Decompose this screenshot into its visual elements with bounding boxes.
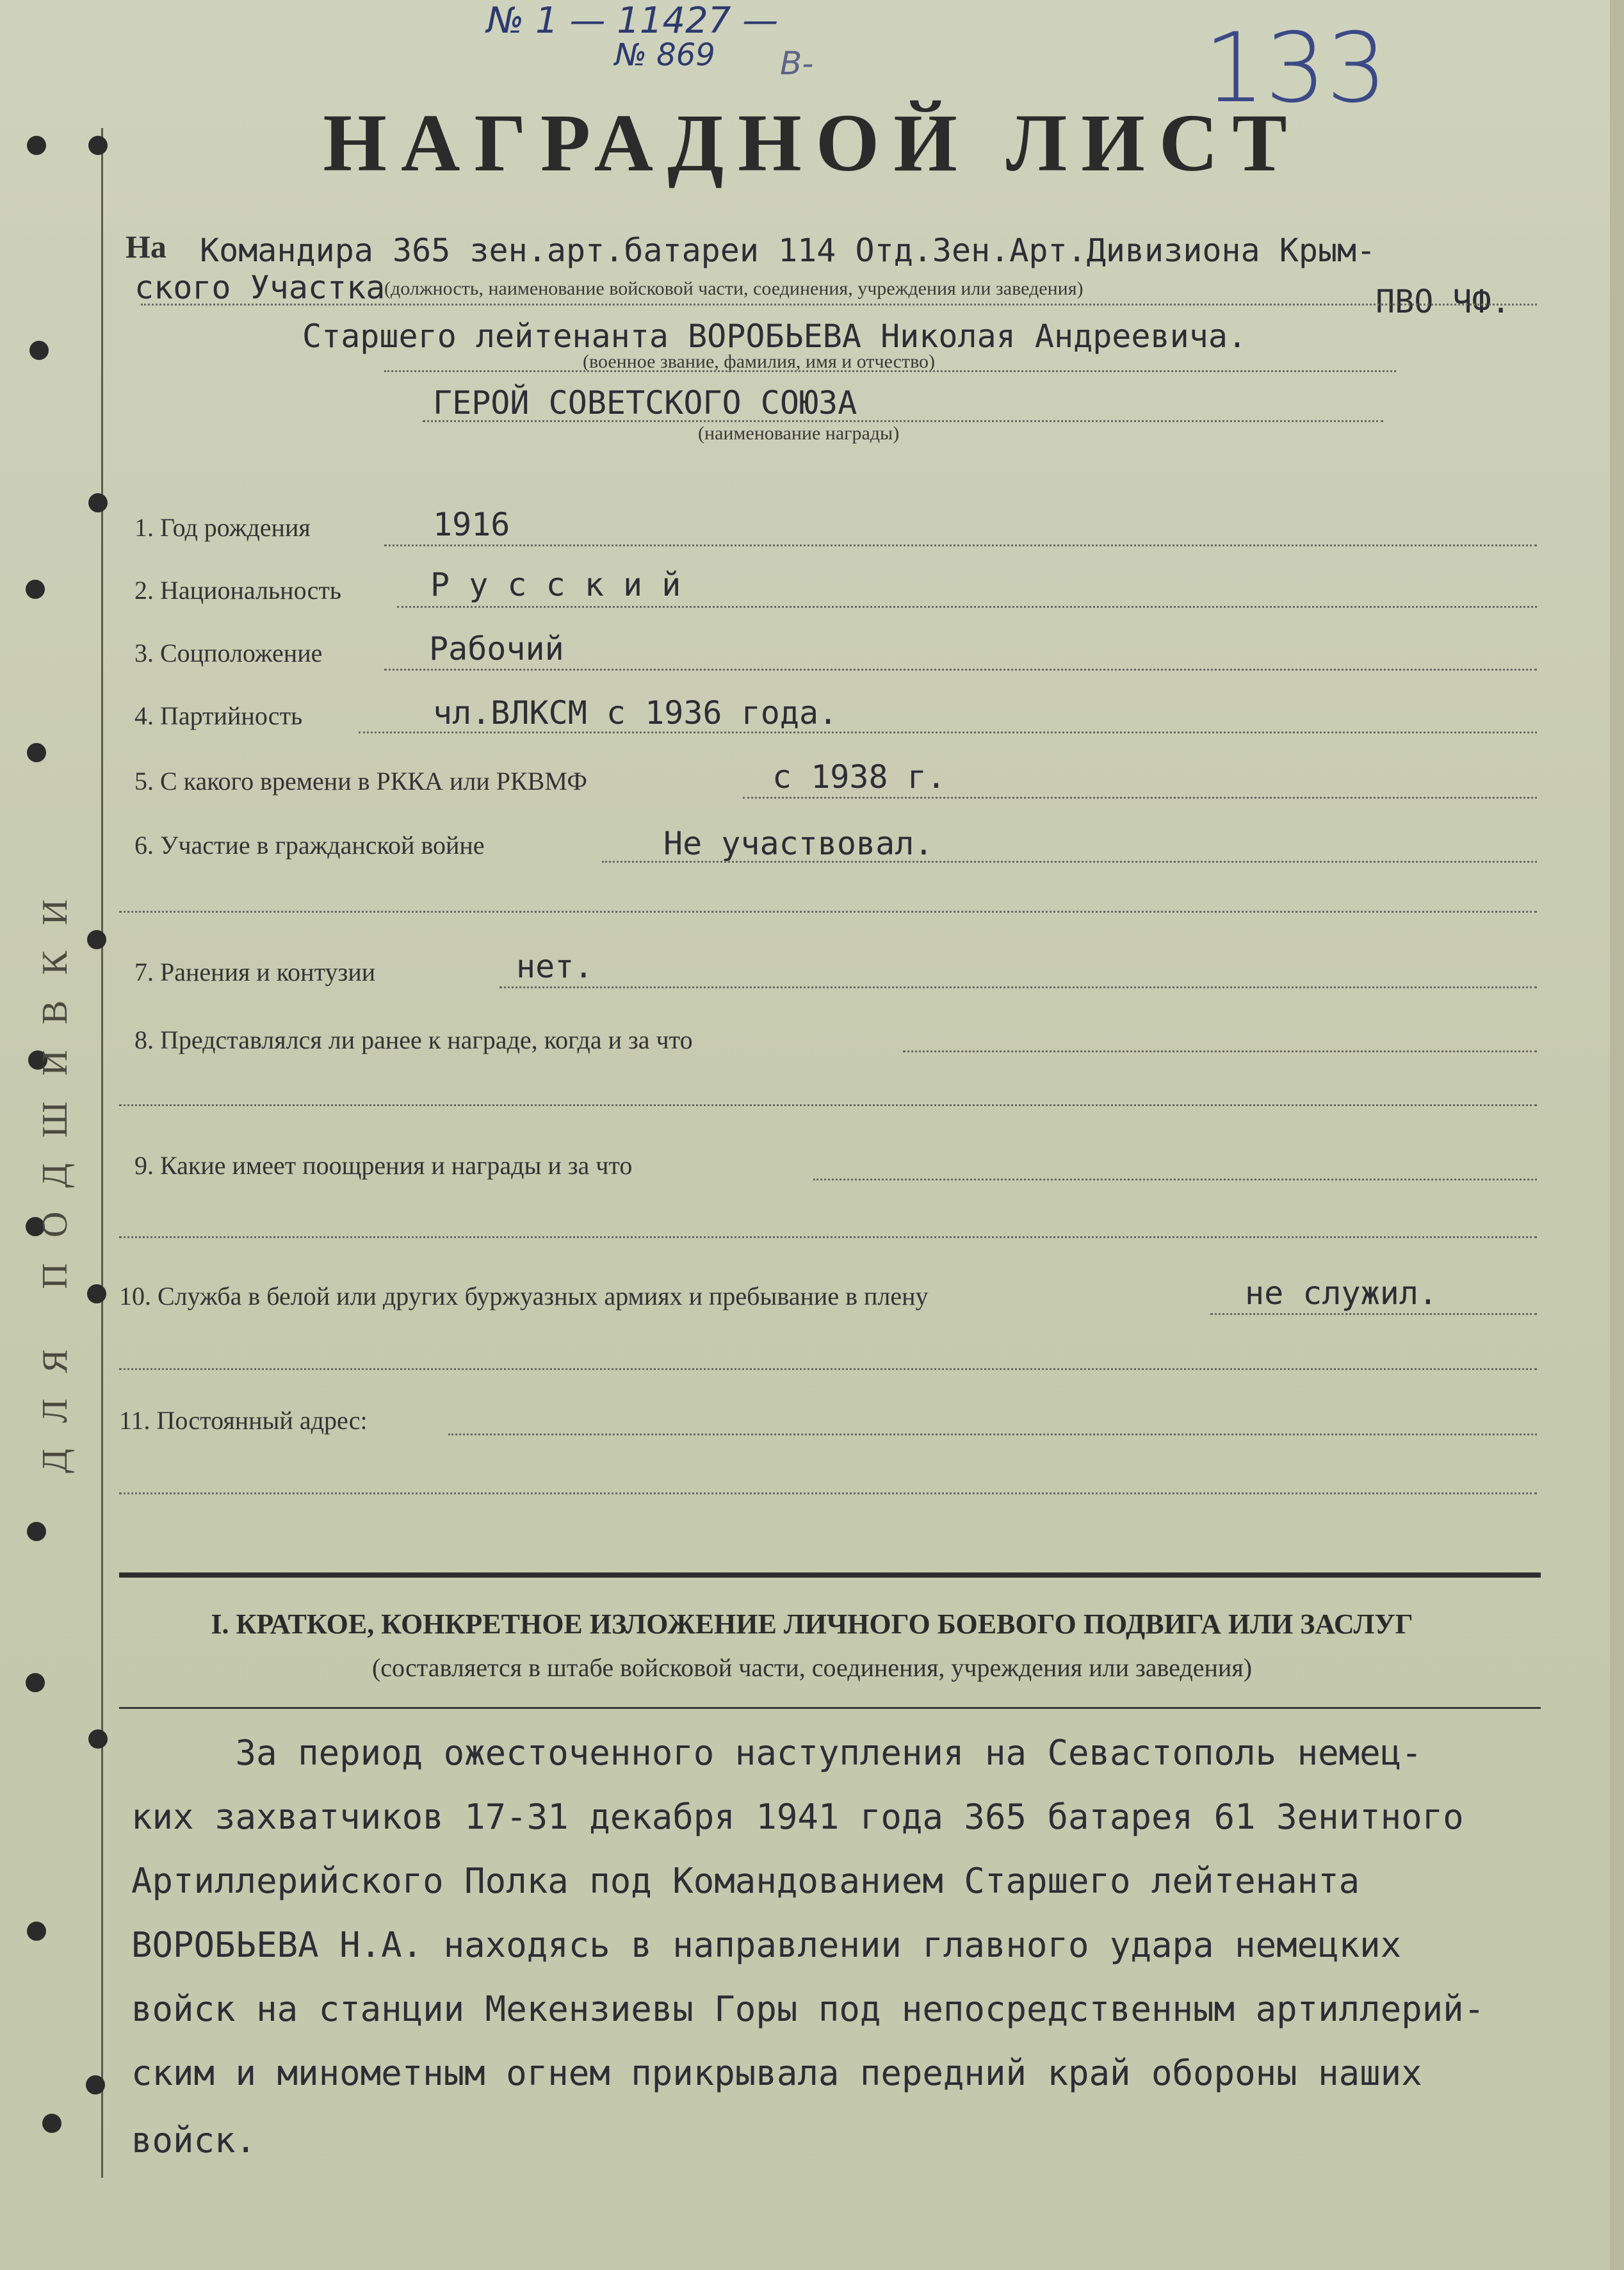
position-line-1: Командира 365 зен.арт.батареи 114 Отд.Зен.Арт.Дивизиона Крым- [200,232,1376,269]
field-prev-award-label: 8. Представлялся ли ранее к награде, когда и за что [134,1025,693,1054]
binding-hole [27,1522,46,1541]
page-number: 133 [1204,13,1388,124]
narrative-line: войск на станции Мекензиевы Горы под непосредственным артиллерий- [131,1989,1485,2029]
document-title: НАГРАДНОЙ ЛИСТ [323,97,1301,188]
field-underline [743,797,1537,799]
name-underline [384,370,1396,372]
position-caption: (должность, наименование войсковой части, соединения, учреждения или заведения) [384,278,1084,299]
position-line-2-end: ПВО ЧФ. [1376,283,1511,320]
section-underline [119,1707,1541,1709]
narrative-line: ским и минометным огнем прикрывала передний край обороны наших [131,2053,1422,2093]
award-underline [423,420,1383,422]
field-underline [119,911,1537,913]
field-white-army-value: не служил. [1245,1275,1438,1312]
field-service-label: 5. С какого времени в РККА или РКВМФ [134,767,587,796]
field-party-label: 4. Партийность [134,701,303,730]
binding-hole [27,743,46,762]
binding-hole [86,2075,105,2094]
field-underline [1210,1313,1537,1315]
position-line-2: ского Участка [134,269,386,306]
side-label: ДЛЯ ПОДШИВКИ [35,874,75,1473]
field-wounds-value: нет. [516,948,594,985]
binding-hole [29,341,49,360]
field-underline [397,606,1537,608]
award-name: ГЕРОЙ СОВЕТСКОГО СОЮЗА [433,384,857,421]
field-civil-war-label: 6. Участие в гражданской войне [134,831,485,860]
field-underline [359,731,1537,733]
field-party-value: чл.ВЛКСМ с 1936 года. [433,694,838,731]
section-divider [119,1572,1541,1578]
field-address-label: 11. Постоянный адрес: [119,1406,368,1435]
binding-hole [87,930,106,949]
field-white-army-label: 10. Служба в белой или других буржуазных армиях и пребывание в плену [119,1282,929,1311]
narrative-line: войск. [131,2120,257,2160]
narrative-line: Артиллерийского Полка под Командованием Старшего лейтенанта [131,1861,1360,1901]
field-underline [119,1492,1537,1494]
binding-hole [88,1729,108,1749]
page-edge [1610,0,1624,2270]
narrative-line: ВОРОБЬЕВА Н.А. находясь в направлении главного удара немецких [131,1925,1402,1965]
binding-hole [42,2114,61,2133]
award-caption: (наименование награды) [698,423,900,444]
field-underline [119,1236,1537,1238]
field-service-value: с 1938 г. [772,758,946,796]
field-birth-year-value: 1916 [433,506,510,543]
binding-hole [26,580,45,599]
field-honors-label: 9. Какие имеет поощрения и награды и за что [134,1151,633,1180]
field-birth-year-label: 1. Год рождения [134,513,311,542]
field-wounds-label: 7. Ранения и контузии [134,958,376,986]
section-subheading: (составляется в штабе войсковой части, соединения, учреждения или заведения) [371,1653,1253,1682]
field-social-value: Рабочий [429,630,564,667]
field-civil-war-value: Не участвовал. [663,825,934,862]
registration-subnumber: № 869 [615,37,715,73]
na-label: На [126,229,166,265]
field-underline [903,1050,1537,1052]
narrative-line: За период ожесточенного наступления на Севастополь немец- [131,1733,1422,1773]
field-social-label: 3. Соцположение [134,639,323,667]
handwritten-mark: В- [780,45,814,82]
binding-hole [27,1922,46,1941]
field-underline [813,1179,1537,1180]
name-caption: (военное звание, фамилия, имя и отчество) [583,351,936,372]
section-heading: I. КРАТКОЕ, КОНКРЕТНОЕ ИЗЛОЖЕНИЕ ЛИЧНОГО БОЕВОГО ПОДВИГА ИЛИ ЗАСЛУГ [211,1608,1413,1640]
field-underline [499,986,1537,988]
field-underline [448,1433,1537,1435]
binding-hole [88,493,108,512]
position-underline [141,304,1537,306]
field-nationality-value: Р у с с к и й [430,566,681,603]
field-underline [119,1104,1537,1106]
name-line: Старшего лейтенанта ВОРОБЬЕВА Николая Андреевича. [302,318,1247,355]
field-underline [602,861,1537,863]
field-underline [119,1368,1537,1370]
field-underline [384,544,1537,546]
binding-hole [87,1284,106,1303]
narrative-line: ких захватчиков 17-31 декабря 1941 года 365 батарея 61 Зенитного [131,1797,1464,1837]
binding-margin-rule [101,128,103,2178]
registration-number: № 1 — 11427 — [487,0,779,42]
field-underline [384,669,1537,671]
field-nationality-label: 2. Национальность [134,576,342,605]
